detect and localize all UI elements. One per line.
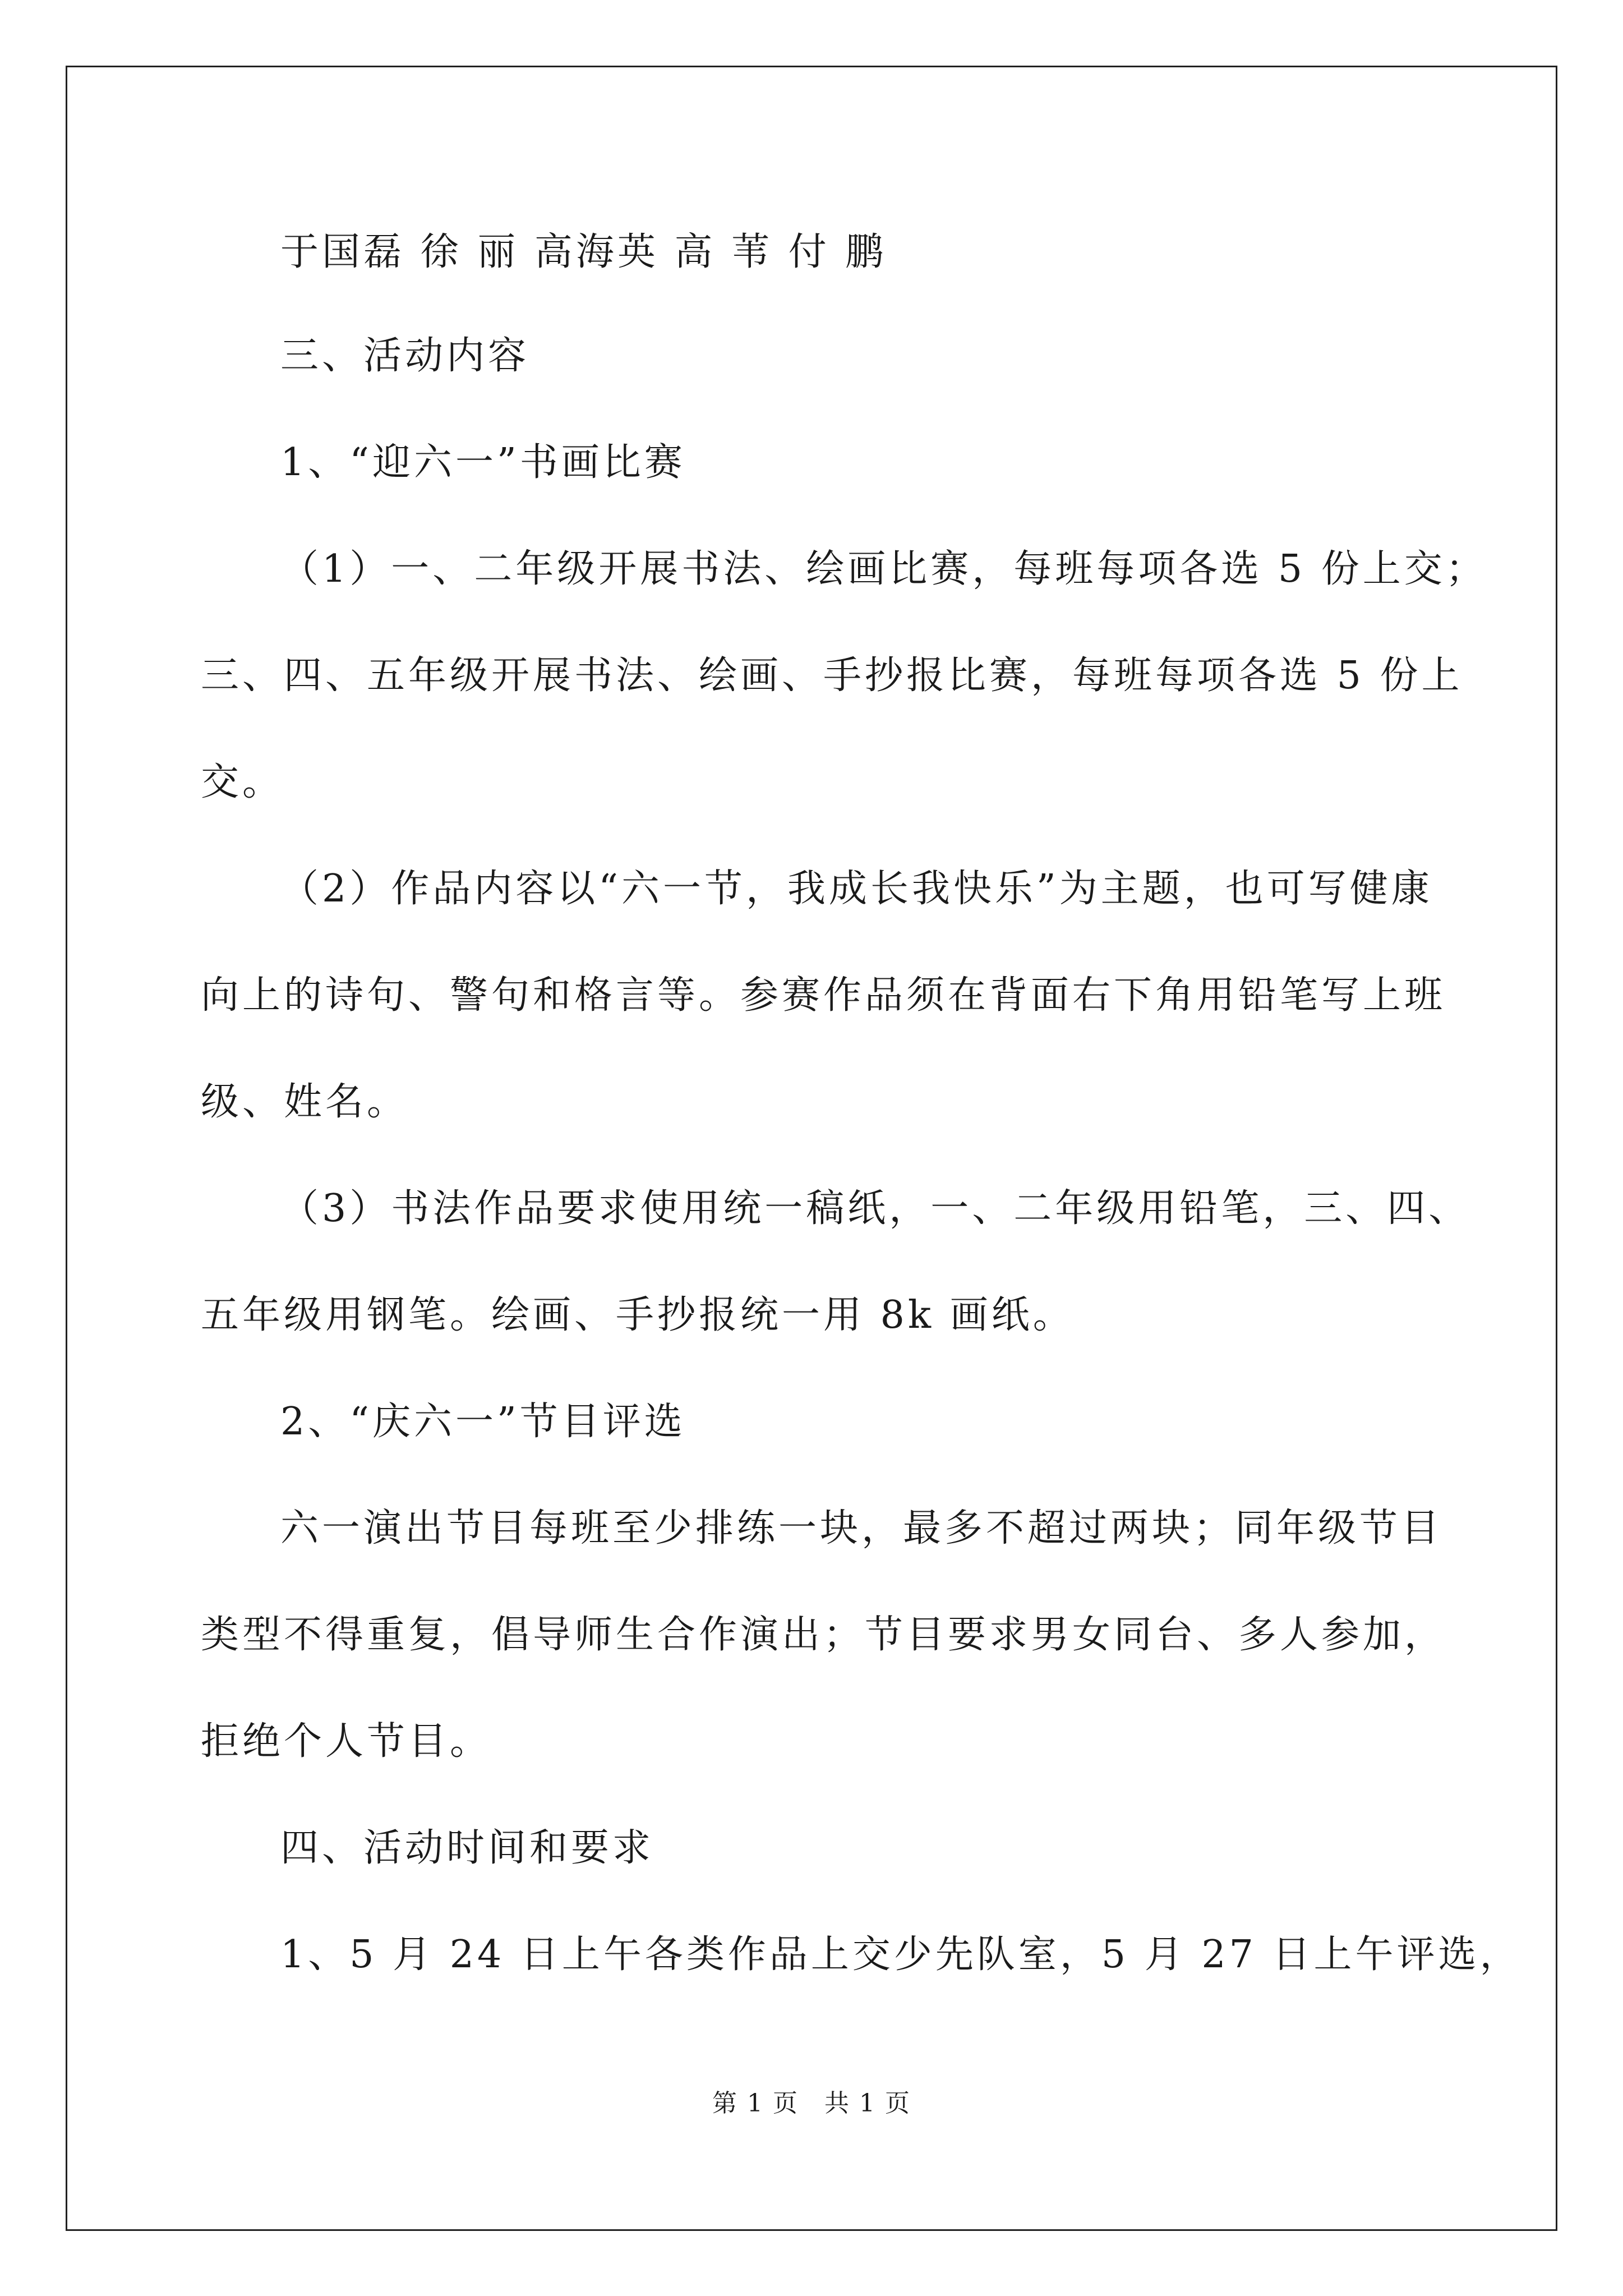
paragraph-line: （1）一、二年级开展书法、绘画比赛，每班每项各选 5 份上交；: [280, 547, 1487, 591]
paragraph-line: 六一演出节目每班至少排练一块，最多不超过两块；同年级节目: [280, 1506, 1443, 1550]
paragraph-line: 类型不得重复，倡导师生合作演出；节目要求男女同台、多人参加，: [201, 1613, 1446, 1657]
paragraph-line: 交。: [201, 760, 284, 804]
paragraph-line: （2）作品内容以“六一节，我成长我快乐”为主题，也可写健康: [280, 867, 1433, 911]
item-heading-program-selection: 2、“庆六一”节目评选: [280, 1400, 686, 1444]
paragraph-line: 1、5 月 24 日上午各类作品上交少先队室，5 月 27 日上午评选，: [280, 1932, 1521, 1977]
item-heading-calligraphy-painting: 1、“迎六一”书画比赛: [280, 440, 686, 485]
page-border: [66, 66, 1557, 2231]
section-heading-activity-content: 三、活动内容: [280, 334, 530, 378]
paragraph-line: （3）书法作品要求使用统一稿纸，一、二年级用铅笔，三、四、: [280, 1186, 1470, 1231]
paragraph-line: 三、四、五年级开展书法、绘画、手抄报比赛，每班每项各选 5 份上: [201, 654, 1463, 698]
paragraph-line: 五年级用钢笔。绘画、手抄报统一用 8k 画纸。: [201, 1293, 1075, 1337]
paragraph-line: 拒绝个人节目。: [201, 1719, 492, 1764]
paragraph-line: 向上的诗句、警句和格言等。参赛作品须在背面右下角用铅笔写上班: [201, 973, 1446, 1018]
committee-names-line: 于国磊 徐 丽 高海英 高 苇 付 鹏: [280, 230, 887, 274]
paragraph-line: 级、姓名。: [201, 1080, 409, 1124]
section-heading-time-requirements: 四、活动时间和要求: [280, 1826, 654, 1870]
page-footer: 第 1 页 共 1 页: [712, 2089, 911, 2118]
